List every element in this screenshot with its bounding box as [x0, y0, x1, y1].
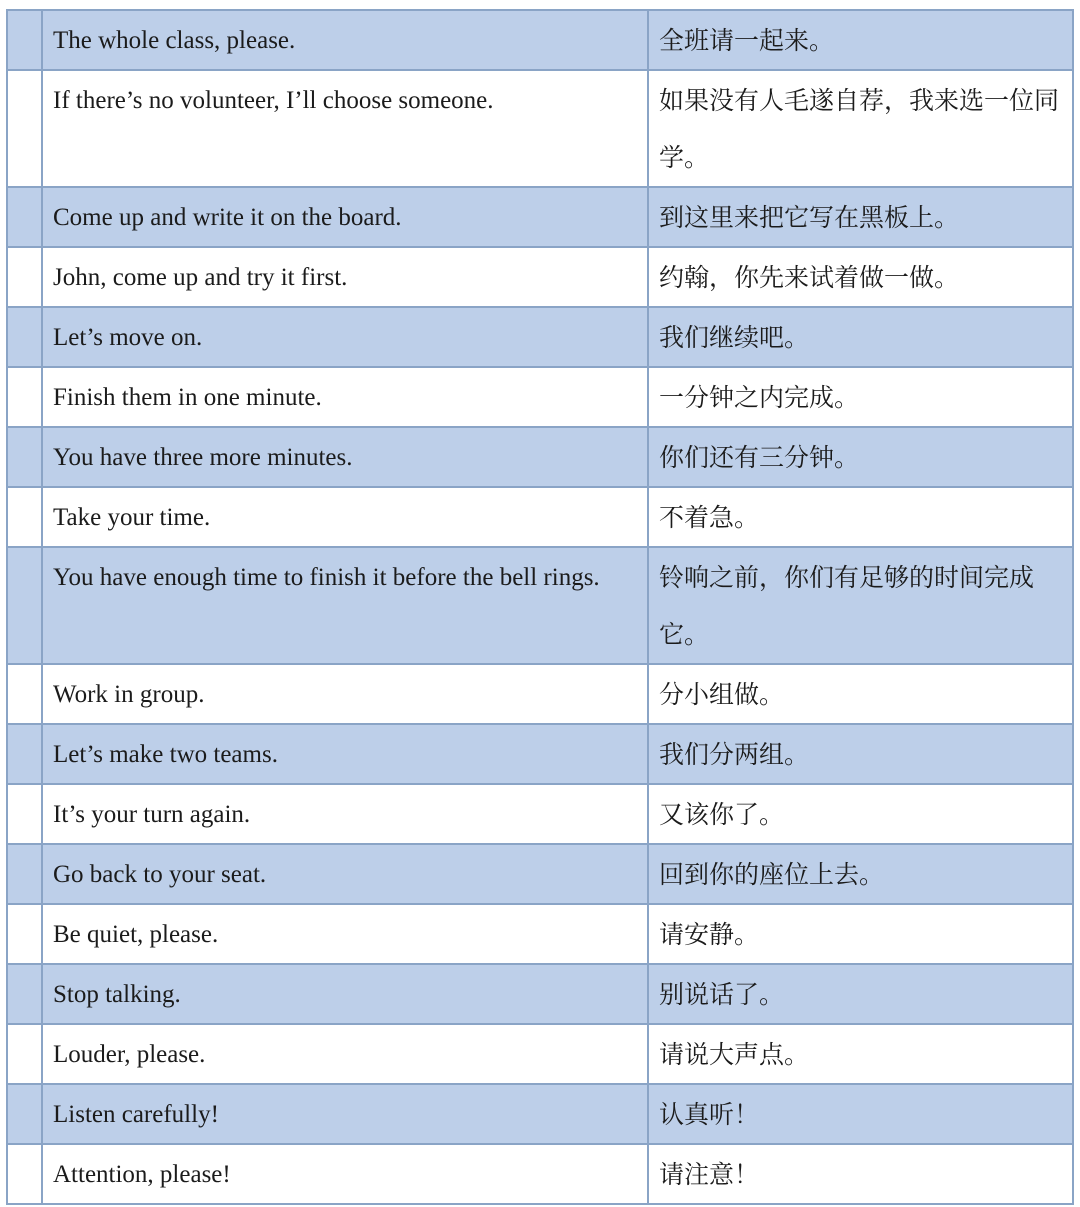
table-row	[7, 964, 1073, 1024]
english-phrase: Finish them in one minute.	[42, 367, 648, 427]
chinese-translation: 别说话了。	[648, 964, 1073, 1024]
table-row	[7, 1024, 1073, 1084]
row-marker-cell	[7, 427, 42, 487]
chinese-translation: 约翰，你先来试着做一做。	[648, 247, 1073, 307]
row-marker-cell	[7, 904, 42, 964]
english-phrase: Work in group.	[42, 664, 648, 724]
row-marker-cell	[7, 187, 42, 247]
english-phrase: You have enough time to finish it before the bell rings.	[42, 547, 648, 664]
table-row	[7, 70, 1073, 187]
english-phrase: It’s your turn again.	[42, 784, 648, 844]
english-phrase: If there’s no volunteer, I’ll choose someone.	[42, 70, 648, 187]
english-phrase: Let’s make two teams.	[42, 724, 648, 784]
chinese-translation: 请注意！	[648, 1144, 1073, 1204]
english-phrase: Stop talking.	[42, 964, 648, 1024]
table-row	[7, 367, 1073, 427]
row-marker-cell	[7, 1144, 42, 1204]
row-marker-cell	[7, 724, 42, 784]
english-phrase: You have three more minutes.	[42, 427, 648, 487]
english-phrase: Be quiet, please.	[42, 904, 648, 964]
table-row	[7, 247, 1073, 307]
english-phrase: Listen carefully!	[42, 1084, 648, 1144]
row-marker-cell	[7, 367, 42, 427]
english-phrase: Take your time.	[42, 487, 648, 547]
english-phrase: Louder, please.	[42, 1024, 648, 1084]
chinese-translation: 回到你的座位上去。	[648, 844, 1073, 904]
table-row	[7, 904, 1073, 964]
row-marker-cell	[7, 10, 42, 70]
table-row	[7, 664, 1073, 724]
table-row	[7, 844, 1073, 904]
chinese-translation: 请安静。	[648, 904, 1073, 964]
table-row	[7, 307, 1073, 367]
english-phrase: The whole class, please.	[42, 10, 648, 70]
english-phrase: Come up and write it on the board.	[42, 187, 648, 247]
table-row	[7, 187, 1073, 247]
row-marker-cell	[7, 844, 42, 904]
chinese-translation: 你们还有三分钟。	[648, 427, 1073, 487]
table-row	[7, 487, 1073, 547]
table-row	[7, 10, 1073, 70]
row-marker-cell	[7, 547, 42, 664]
chinese-translation: 全班请一起来。	[648, 10, 1073, 70]
english-phrase: Let’s move on.	[42, 307, 648, 367]
chinese-translation: 又该你了。	[648, 784, 1073, 844]
chinese-translation: 认真听！	[648, 1084, 1073, 1144]
table-row	[7, 724, 1073, 784]
row-marker-cell	[7, 307, 42, 367]
classroom-phrases-table	[6, 9, 1074, 1205]
chinese-translation: 如果没有人毛遂自荐，我来选一位同学。	[648, 70, 1073, 187]
row-marker-cell	[7, 247, 42, 307]
chinese-translation: 到这里来把它写在黑板上。	[648, 187, 1073, 247]
row-marker-cell	[7, 784, 42, 844]
chinese-translation: 我们继续吧。	[648, 307, 1073, 367]
classroom-phrases-table-wrapper	[6, 9, 1072, 1205]
table-row	[7, 1084, 1073, 1144]
chinese-translation: 分小组做。	[648, 664, 1073, 724]
row-marker-cell	[7, 664, 42, 724]
table-row	[7, 427, 1073, 487]
table-row	[7, 1144, 1073, 1204]
chinese-translation: 铃响之前，你们有足够的时间完成它。	[648, 547, 1073, 664]
row-marker-cell	[7, 70, 42, 187]
table-row	[7, 784, 1073, 844]
row-marker-cell	[7, 964, 42, 1024]
english-phrase: Go back to your seat.	[42, 844, 648, 904]
chinese-translation: 不着急。	[648, 487, 1073, 547]
row-marker-cell	[7, 1084, 42, 1144]
row-marker-cell	[7, 1024, 42, 1084]
row-marker-cell	[7, 487, 42, 547]
chinese-translation: 我们分两组。	[648, 724, 1073, 784]
chinese-translation: 一分钟之内完成。	[648, 367, 1073, 427]
table-row	[7, 547, 1073, 664]
english-phrase: John, come up and try it first.	[42, 247, 648, 307]
chinese-translation: 请说大声点。	[648, 1024, 1073, 1084]
english-phrase: Attention, please!	[42, 1144, 648, 1204]
